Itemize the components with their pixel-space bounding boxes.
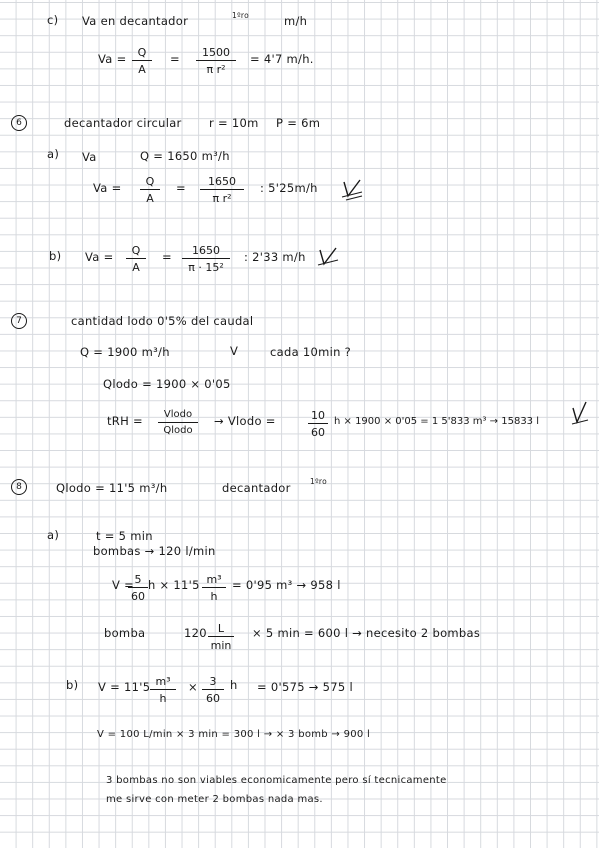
item-number-7: 7: [11, 313, 27, 329]
s6-b-lhs: Va =: [85, 250, 114, 264]
c-lhs: Va =: [98, 52, 127, 66]
s8-b-x: ×: [188, 680, 198, 694]
result-underline-mark-a: [340, 178, 366, 202]
s8-b-label: b): [66, 678, 79, 692]
s8-b-frac2-den: 60: [206, 692, 220, 705]
s6-b-label: b): [49, 249, 62, 263]
s6-a-frac1-den: A: [146, 192, 154, 205]
c-eq: =: [170, 52, 180, 66]
s6-a-label: a): [47, 147, 60, 161]
s6-b-frac2: [182, 245, 230, 273]
s8-b-result: = 0'575 → 575 l: [257, 680, 353, 694]
s8-bomba-rest: × 5 min = 600 l → necesito 2 bombas: [252, 626, 481, 640]
s7-frac1-den: Qlodo: [163, 425, 193, 436]
s8-a-label: a): [47, 528, 60, 542]
s8-v-frac1: [128, 574, 148, 602]
s7-calc: h × 1900 × 0'05 = 1 5'833 m³ → 15833 l: [334, 416, 540, 427]
s8-b-v: V = 11'5: [98, 680, 151, 694]
item-number-6: 6: [11, 115, 27, 131]
s7-frac2-num: 10: [308, 410, 328, 424]
c-result: = 4'7 m/h.: [250, 52, 314, 66]
c-frac2: [196, 47, 236, 75]
s8-b-frac1: [150, 676, 176, 704]
s7-title: cantidad lodo 0'5% del caudal: [71, 314, 254, 328]
s6-a-frac2-den: π r²: [212, 192, 232, 205]
s6-a-frac1-num: Q: [140, 176, 160, 190]
item-number-8: 8: [11, 479, 27, 495]
s6-b-frac1-num: Q: [126, 245, 146, 259]
s8-v-result: = 0'95 m³ → 958 l: [232, 578, 341, 592]
s8-v-frac1-den: 60: [131, 590, 145, 603]
c-unit: m/h: [284, 14, 308, 28]
s8-sup: 1ºro: [310, 477, 328, 486]
s7-frac2-den: 60: [311, 426, 325, 439]
s6-a-lhs: Va =: [93, 181, 122, 195]
s6-b-frac1-den: A: [132, 261, 140, 274]
s6-title: decantador circular: [64, 116, 182, 130]
s8-t: t = 5 min: [96, 529, 153, 543]
s8-v-lhs: V =: [112, 578, 135, 592]
c-frac2-num: 1500: [196, 47, 236, 61]
c-frac1-num: Q: [132, 47, 152, 61]
s6-b-eq: =: [162, 250, 172, 264]
s8-v2: V = 100 L/min × 3 min = 300 l → × 3 bomb → 900 l: [97, 729, 371, 740]
s8-b-frac1-num: m³: [150, 676, 176, 690]
s6-b-frac2-den: π · 15²: [188, 261, 224, 274]
s7-q: Q = 1900 m³/h: [80, 345, 170, 359]
s8-bomba-frac-num: L: [208, 623, 234, 637]
c-frac1: [132, 47, 152, 75]
c-frac1-den: A: [138, 63, 146, 76]
s8-b-frac2-num: 3: [202, 676, 224, 690]
s7-frac1: [158, 410, 198, 436]
s8-bombas: bombas → 120 l/min: [93, 544, 216, 558]
s6-a-eq: =: [176, 181, 186, 195]
s6-a-result: : 5'25m/h: [260, 181, 318, 195]
result-underline-mark-7: [570, 400, 592, 428]
s8-qlodo: Qlodo = 11'5 m³/h: [56, 481, 168, 495]
s7-frac2: [308, 410, 328, 438]
s7-cada: cada 10min ?: [270, 345, 352, 359]
c-title: Va en decantador: [82, 14, 189, 28]
s6-b-frac2-num: 1650: [182, 245, 230, 259]
s7-qlodo: Qlodo = 1900 × 0'05: [103, 377, 231, 391]
s8-v-mid: h × 11'5: [148, 578, 200, 592]
s6-a-q: Q = 1650 m³/h: [140, 149, 230, 163]
s8-b-frac1-den: h: [159, 692, 167, 705]
s8-v-frac2: [202, 574, 226, 602]
label-c: c): [47, 13, 59, 27]
s6-b-result: : 2'33 m/h: [244, 250, 306, 264]
s6-a-var: Va: [82, 150, 97, 164]
s8-v-frac2-num: m³: [202, 574, 226, 588]
s7-frac1-num: Vlodo: [158, 410, 198, 423]
s8-v-frac1-num: 5: [128, 574, 148, 588]
s7-arrow-v: → Vlodo =: [214, 414, 276, 428]
s8-v-frac2-den: h: [210, 590, 218, 603]
s8-bomba-frac-den: min: [210, 639, 232, 652]
s8-b-frac2: [202, 676, 224, 704]
s8-b-h: h: [230, 678, 238, 692]
s8-concl2: me sirve con meter 2 bombas nada mas.: [106, 794, 323, 805]
s6-a-frac2: [200, 176, 244, 204]
c-sup: 1ºro: [232, 11, 250, 20]
s7-v: V: [230, 344, 239, 358]
s6-b-frac1: [126, 245, 146, 273]
s8-dec: decantador: [222, 481, 291, 495]
s6-r: r = 10m: [209, 116, 259, 130]
s7-trh: tRH =: [107, 414, 143, 428]
c-frac2-den: π r²: [206, 63, 226, 76]
s6-a-frac2-num: 1650: [200, 176, 244, 190]
s8-concl1: 3 bombas no son viables economicamente pero sí tecnicamente: [106, 775, 447, 786]
s6-p: P = 6m: [276, 116, 321, 130]
s8-bomba-val: 120: [184, 626, 207, 640]
s8-bomba-frac: [208, 623, 234, 651]
result-underline-mark-b: [316, 246, 342, 270]
s6-a-frac1: [140, 176, 160, 204]
s8-bomba: bomba: [104, 626, 146, 640]
